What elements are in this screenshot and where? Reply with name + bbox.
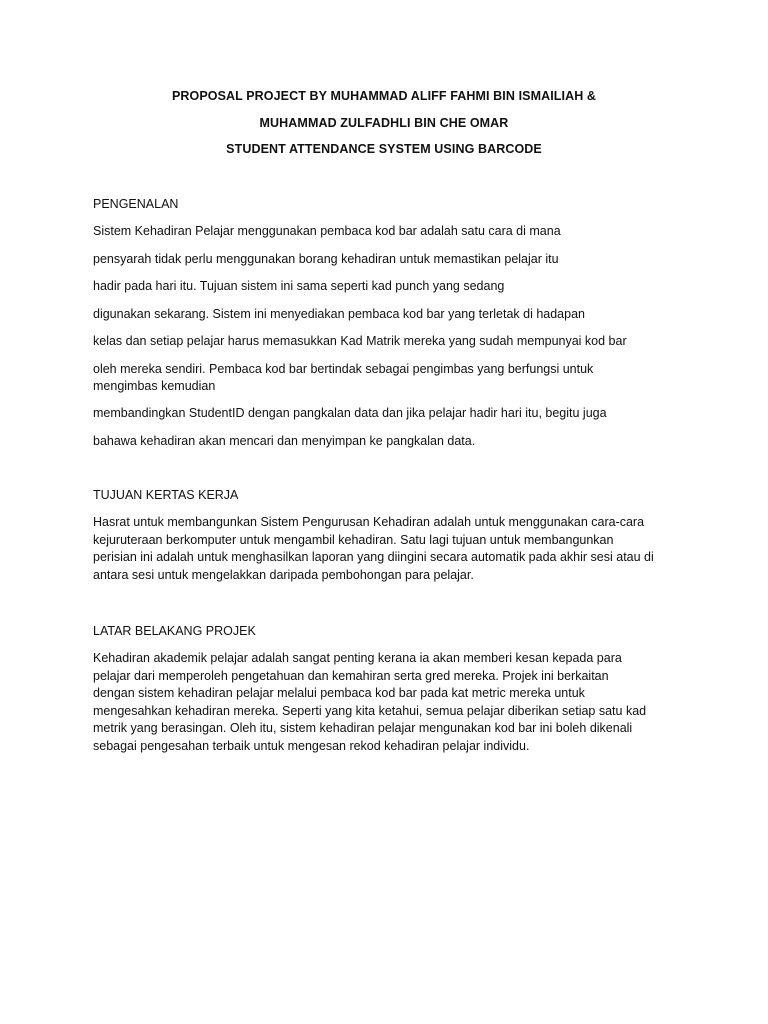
latar-line: metrik yang berasingan. Oleh itu, sistem kehadiran pelajar mengunakan kod bar ini boleh dikenali — [93, 721, 633, 736]
title-line-2: MUHAMMAD ZULFADHLI BIN CHE OMAR — [259, 116, 509, 130]
pengenalan-line: bahawa kehadiran akan mencari dan menyimpan ke pangkalan data. — [93, 434, 476, 448]
tujuan-line: kejuruteraan berkomputer untuk mengambil kehadiran. Satu lagi tujuan untuk membangunkan — [93, 532, 614, 547]
latar-line: dengan sistem kehadiran pelajar melalui pembaca kod bar pada kat metric mereka untuk — [93, 686, 585, 701]
pengenalan-line: kelas dan setiap pelajar harus memasukkan Kad Matrik mereka yang sudah mempunyai kod bar — [93, 334, 627, 348]
pengenalan-line: pensyarah tidak perlu menggunakan borang kehadiran untuk memastikan pelajar itu — [93, 252, 559, 266]
latar-line: mengesahkan kehadiran mereka. Seperti yang kita ketahui, semua pelajar diberikan setiap satu kad — [93, 703, 647, 718]
tujuan-heading: TUJUAN KERTAS KERJA — [93, 488, 239, 502]
tujuan-line: perisian ini adalah untuk menghasilkan laporan yang diingini secara automatik pada akhir sesi atau di — [93, 550, 654, 565]
latar-heading: LATAR BELAKANG PROJEK — [93, 624, 256, 638]
latar-paragraph — [93, 650, 693, 756]
latar-line: sebagai pengesahan terbaik untuk mengesan rekod kehadiran pelajar individu. — [93, 738, 530, 753]
latar-line: pelajar dari memperoleh pengetahuan dan kemahiran serta gred mereka. Projek ini berkaitan — [93, 668, 609, 683]
pengenalan-line: Sistem Kehadiran Pelajar menggunakan pembaca kod bar adalah satu cara di mana — [93, 224, 561, 238]
pengenalan-line: digunakan sekarang. Sistem ini menyediakan pembaca kod bar yang terletak di hadapan — [93, 307, 585, 321]
pengenalan-line: mengimbas kemudian — [93, 379, 216, 393]
title-line-1: PROPOSAL PROJECT BY MUHAMMAD ALIFF FAHMI BIN ISMAILIAH & — [171, 89, 597, 103]
tujuan-line: antara sesi untuk mengelakkan daripada pembohongan para pelajar. — [93, 567, 474, 582]
pengenalan-line: membandingkan StudentID dengan pangkalan data dan jika pelajar hadir hari itu, begitu juga — [93, 406, 607, 420]
title-line-3: STUDENT ATTENDANCE SYSTEM USING BARCODE — [226, 142, 542, 156]
tujuan-line: Hasrat untuk membangunkan Sistem Pengurusan Kehadiran adalah untuk menggunakan cara-cara — [93, 515, 645, 529]
latar-line: Kehadiran akademik pelajar adalah sangat penting kerana ia akan memberi kesan kepada para — [93, 651, 622, 665]
pengenalan-line: hadir pada hari itu. Tujuan sistem ini sama seperti kad punch yang sedang — [93, 279, 505, 293]
pengenalan-line: oleh mereka sendiri. Pembaca kod bar bertindak sebagai pengimbas yang berfungsi untuk — [93, 362, 594, 376]
tujuan-paragraph — [93, 514, 693, 584]
pengenalan-heading: PENGENALAN — [93, 197, 179, 211]
